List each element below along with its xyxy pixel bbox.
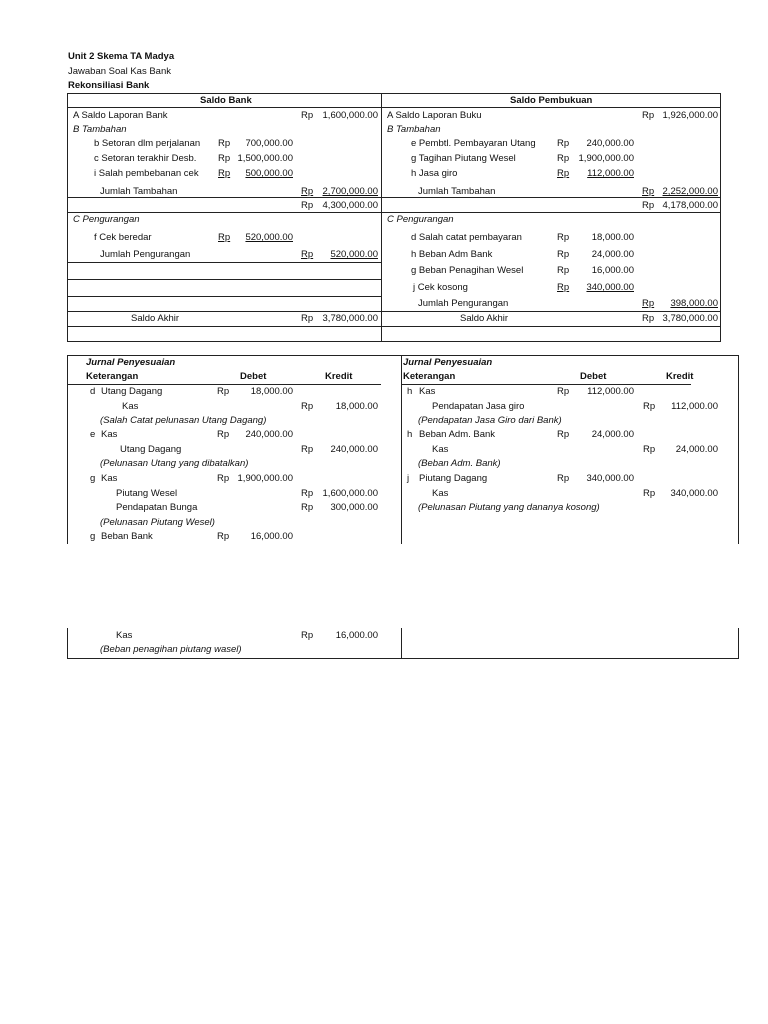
- recon-amount: 700,000.00: [245, 138, 293, 149]
- recon-label: Saldo Akhir: [131, 313, 180, 324]
- entry-account: Piutang Wesel: [116, 488, 178, 499]
- entry-note: (Pelunasan Piutang Wesel): [100, 517, 215, 528]
- credit-currency: Rp: [301, 444, 314, 455]
- recon-currency: Rp: [557, 282, 570, 293]
- recon-amount: 1,500,000.00: [237, 153, 293, 164]
- recon-currency: Rp: [642, 200, 655, 211]
- recon-currency: Rp: [557, 232, 570, 243]
- recon-currency: Rp: [557, 265, 570, 276]
- recon-currency: Rp: [218, 168, 231, 179]
- entry-account: Kas: [116, 630, 133, 641]
- entry-code: h: [407, 386, 413, 397]
- entry-account: Utang Dagang: [120, 444, 182, 455]
- col-keterangan: Keterangan: [86, 371, 139, 382]
- recon-label: A Saldo Laporan Buku: [387, 110, 482, 121]
- credit-currency: Rp: [301, 502, 314, 513]
- debit-currency: Rp: [217, 386, 230, 397]
- journal-heading: Jurnal Penyesuaian: [86, 357, 176, 368]
- recon-amount: 520,000.00: [330, 249, 378, 260]
- entry-code: j: [407, 473, 410, 484]
- debit-amount: 240,000.00: [245, 429, 293, 440]
- debit-amount: 24,000.00: [591, 429, 634, 440]
- recon-currency: Rp: [218, 138, 231, 149]
- col-debet: Debet: [580, 371, 607, 382]
- recon-currency: Rp: [557, 168, 570, 179]
- entry-note: (Pelunasan Piutang yang dananya kosong): [418, 502, 600, 513]
- entry-note: (Pendapatan Jasa Giro dari Bank): [418, 415, 562, 426]
- recon-label: h Jasa giro: [411, 168, 458, 179]
- recon-label: Jumlah Pengurangan: [418, 298, 509, 309]
- recon-label: g Beban Penagihan Wesel: [411, 265, 524, 276]
- entry-account: Kas: [101, 473, 118, 484]
- entry-account: Beban Adm. Bank: [419, 429, 496, 440]
- recon-currency: Rp: [642, 298, 655, 309]
- recon-label: B Tambahan: [387, 124, 441, 135]
- doc-title: Unit 2 Skema TA Madya: [68, 51, 175, 62]
- credit-amount: 340,000.00: [670, 488, 718, 499]
- recon-label: e Pembtl. Pembayaran Utang: [411, 138, 536, 149]
- entry-account: Kas: [432, 488, 449, 499]
- recon-label: Jumlah Tambahan: [100, 186, 178, 197]
- journal-heading: Jurnal Penyesuaian: [403, 357, 493, 368]
- recon-currency: Rp: [301, 249, 314, 260]
- recon-label: Jumlah Tambahan: [418, 186, 496, 197]
- debit-currency: Rp: [557, 473, 570, 484]
- recon-amount: 1,900,000.00: [578, 153, 634, 164]
- entry-account: Kas: [432, 444, 449, 455]
- entry-code: e: [90, 429, 96, 440]
- debit-amount: 340,000.00: [586, 473, 634, 484]
- recon-currency: Rp: [301, 200, 314, 211]
- recon-amount: 4,178,000.00: [662, 200, 718, 211]
- recon-label: Jumlah Pengurangan: [100, 249, 191, 260]
- debit-currency: Rp: [557, 429, 570, 440]
- credit-currency: Rp: [643, 401, 656, 412]
- credit-amount: 24,000.00: [675, 444, 718, 455]
- recon-amount: 520,000.00: [245, 232, 293, 243]
- recon-amount: 24,000.00: [591, 249, 634, 260]
- saldo-bank-heading: Saldo Bank: [200, 95, 252, 106]
- entry-account: Pendapatan Bunga: [116, 502, 198, 513]
- recon-label: B Tambahan: [73, 124, 127, 135]
- recon-label: j Cek kosong: [413, 282, 468, 293]
- entry-account: Piutang Dagang: [419, 473, 488, 484]
- recon-label: C Pengurangan: [387, 214, 454, 225]
- recon-amount: 18,000.00: [591, 232, 634, 243]
- recon-amount: 340,000.00: [586, 282, 634, 293]
- col-kredit: Kredit: [666, 371, 694, 382]
- recon-label: i Salah pembebanan cek: [94, 168, 199, 179]
- entry-note: (Salah Catat pelunasan Utang Dagang): [100, 415, 267, 426]
- recon-amount: 2,252,000.00: [662, 186, 718, 197]
- doc-subtitle: Jawaban Soal Kas Bank: [68, 66, 171, 77]
- entry-code: g: [90, 531, 96, 542]
- col-kredit: Kredit: [325, 371, 353, 382]
- credit-amount: 18,000.00: [335, 401, 378, 412]
- recon-currency: Rp: [557, 153, 570, 164]
- recon-amount: 112,000.00: [587, 168, 634, 179]
- entry-account: Beban Bank: [101, 531, 153, 542]
- recon-amount: 3,780,000.00: [662, 313, 718, 324]
- credit-currency: Rp: [643, 444, 656, 455]
- credit-amount: 16,000.00: [335, 630, 378, 641]
- debit-amount: 18,000.00: [250, 386, 293, 397]
- credit-amount: 240,000.00: [330, 444, 378, 455]
- credit-amount: 1,600,000.00: [322, 488, 378, 499]
- credit-amount: 112,000.00: [671, 401, 718, 412]
- recon-amount: 3,780,000.00: [322, 313, 378, 324]
- recon-label: Saldo Akhir: [460, 313, 509, 324]
- debit-amount: 16,000.00: [250, 531, 293, 542]
- section-title: Rekonsiliasi Bank: [68, 80, 150, 91]
- recon-amount: 500,000.00: [245, 168, 293, 179]
- entry-account: Kas: [122, 401, 139, 412]
- entry-account: Utang Dagang: [101, 386, 163, 397]
- debit-currency: Rp: [217, 531, 230, 542]
- recon-label: A Saldo Laporan Bank: [73, 110, 168, 121]
- entry-note: (Pelunasan Utang yang dibatalkan): [100, 458, 249, 469]
- credit-amount: 300,000.00: [330, 502, 378, 513]
- recon-amount: 1,600,000.00: [322, 110, 378, 121]
- recon-label: C Pengurangan: [73, 214, 140, 225]
- recon-label: f Cek beredar: [94, 232, 152, 243]
- debit-amount: 1,900,000.00: [237, 473, 293, 484]
- entry-account: Kas: [419, 386, 436, 397]
- recon-currency: Rp: [557, 138, 570, 149]
- recon-currency: Rp: [642, 110, 655, 121]
- credit-currency: Rp: [643, 488, 656, 499]
- recon-currency: Rp: [301, 110, 314, 121]
- recon-label: d Salah catat pembayaran: [411, 232, 522, 243]
- debit-amount: 112,000.00: [587, 386, 634, 397]
- recon-label: c Setoran terakhir Desb.: [94, 153, 197, 164]
- recon-label: b Setoran dlm perjalanan: [94, 138, 201, 149]
- saldo-pembukuan-heading: Saldo Pembukuan: [510, 95, 593, 106]
- debit-currency: Rp: [217, 429, 230, 440]
- entry-code: d: [90, 386, 96, 397]
- recon-amount: 4,300,000.00: [322, 200, 378, 211]
- recon-currency: Rp: [642, 186, 655, 197]
- credit-currency: Rp: [301, 630, 314, 641]
- recon-currency: Rp: [218, 232, 231, 243]
- recon-currency: Rp: [557, 249, 570, 260]
- recon-currency: Rp: [301, 313, 314, 324]
- col-keterangan: Keterangan: [403, 371, 456, 382]
- debit-currency: Rp: [557, 386, 570, 397]
- recon-currency: Rp: [218, 153, 231, 164]
- entry-code: h: [407, 429, 413, 440]
- credit-currency: Rp: [301, 488, 314, 499]
- recon-amount: 240,000.00: [586, 138, 634, 149]
- entry-code: g: [90, 473, 96, 484]
- recon-currency: Rp: [642, 313, 655, 324]
- recon-label: h Beban Adm Bank: [411, 249, 493, 260]
- recon-currency: Rp: [301, 186, 314, 197]
- recon-amount: 1,926,000.00: [662, 110, 718, 121]
- entry-note: (Beban Adm. Bank): [418, 458, 501, 469]
- col-debet: Debet: [240, 371, 267, 382]
- recon-label: g Tagihan Piutang Wesel: [411, 153, 516, 164]
- entry-account: Kas: [101, 429, 118, 440]
- recon-amount: 398,000.00: [670, 298, 718, 309]
- credit-currency: Rp: [301, 401, 314, 412]
- debit-currency: Rp: [217, 473, 230, 484]
- entry-account: Pendapatan Jasa giro: [432, 401, 525, 412]
- recon-amount: 16,000.00: [591, 265, 634, 276]
- entry-note: (Beban penagihan piutang wasel): [100, 644, 242, 655]
- recon-amount: 2,700,000.00: [322, 186, 378, 197]
